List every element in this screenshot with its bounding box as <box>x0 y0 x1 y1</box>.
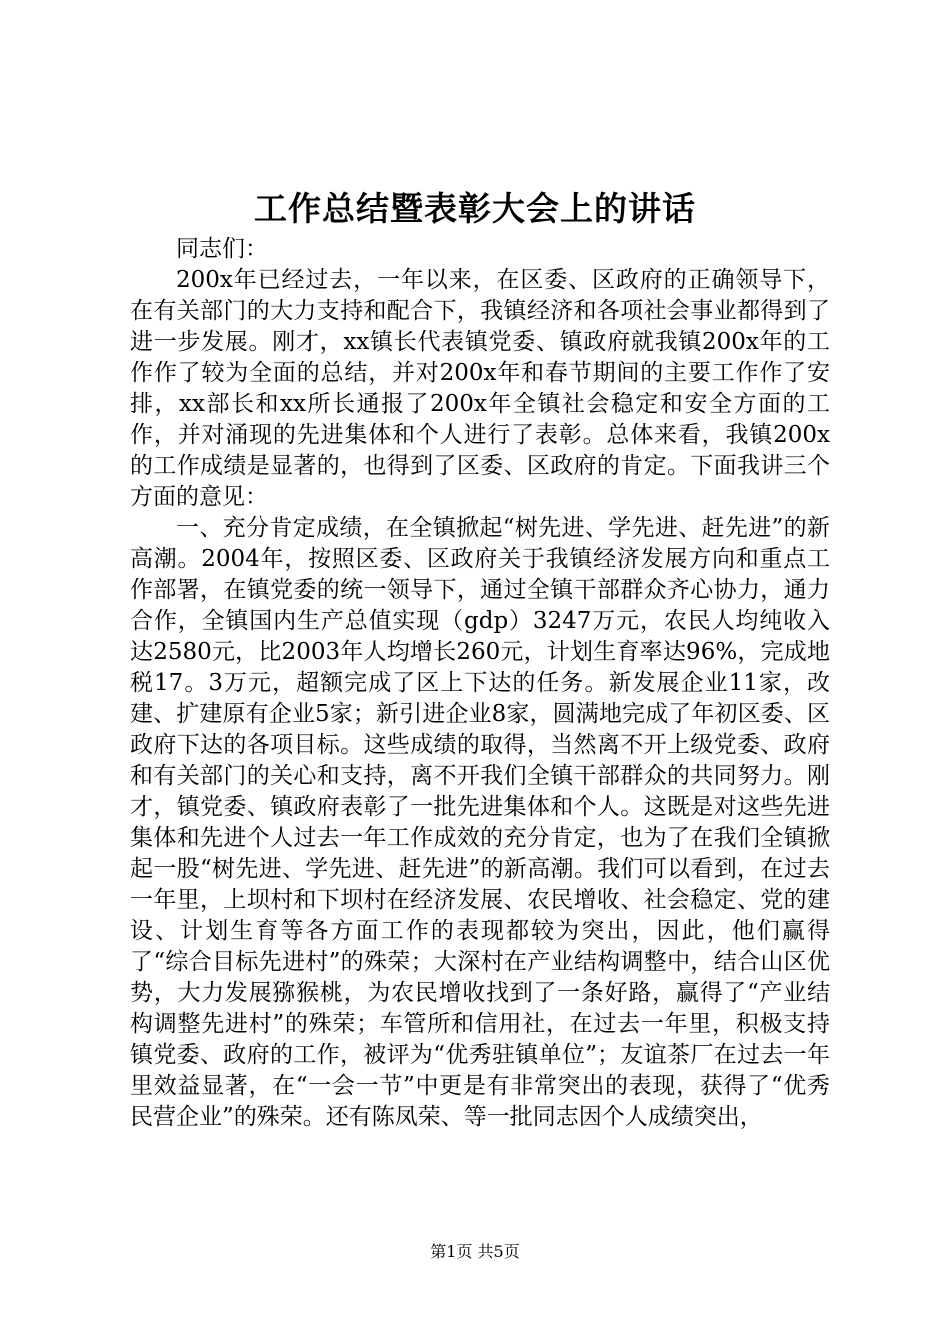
paragraph-2: 一、充分肯定成绩，在全镇掀起“树先进、学先进、赶先进”的新高潮。2004年，按照区委、区政府关于我镇经济发展方向和重点工作部署，在镇党委的统一领导下，通过全镇干部群众齐心协力，通力合作，全镇国内生产总值实现（gdp）3247万元，农民人均纯收入达2580元，比2003年人均增长260元，计划生育率达96%，完成地税17。3万元，超额完成了区上下达的任务。新发展企业11家，改建、扩建原有企业5家；新引进企业8家，圆满地完成了年初区委、区政府下达的各项目标。这些成绩的取得，当然离不开上级党委、政府和有关部门的关心和支持，离不开我们全镇干部群众的共同努力。刚才，镇党委、镇政府表彰了一批先进集体和个人。这既是对这些先进集体和先进个人过去一年工作成效的充分肯定，也为了在我们全镇掀起一股“树先进、学先进、赶先进”的新高潮。我们可以看到，在过去一年里，上坝村和下坝村在经济发展、农民增收、社会稳定、党的建设、计划生育等各方面工作的表现都较为突出，因此，他们赢得了“综合目标先进村”的殊荣；大深村在产业结构调整中，结合山区优势，大力发展猕猴桃，为农民增收找到了一条好路，赢得了“产业结构调整先进村”的殊荣；车管所和信用社，在过去一年里，积极支持镇党委、政府的工作，被评为“优秀驻镇单位”；友谊茶厂在过去一年里效益显著，在“一会一节”中更是有非常突出的表现，获得了“优秀民营企业”的殊荣。还有陈凤荣、等一批同志因个人成绩突出， <box>130 515 830 1130</box>
document-title: 工作总结暨表彰大会上的讲话 <box>254 189 696 228</box>
document-body <box>130 234 830 1133</box>
paragraph-1: 200x年已经过去，一年以来，在区委、区政府的正确领导下，在有关部门的大力支持和配合下，我镇经济和各项社会事业都得到了进一步发展。刚才，xx镇长代表镇党委、镇政府就我镇200x年的工作作了较为全面的总结，并对200x年和春节期间的主要工作作了安排，xx部长和xx所长通报了200x年全镇社会稳定和安全方面的工作，并对涌现的先进集体和个人进行了表彰。总体来看，我镇200x的工作成绩是显著的，也得到了区委、区政府的肯定。下面我讲三个方面的意见： <box>130 267 830 510</box>
page-footer: 第1页 共5页 <box>430 1242 520 1261</box>
salutation: 同志们： <box>176 236 268 262</box>
